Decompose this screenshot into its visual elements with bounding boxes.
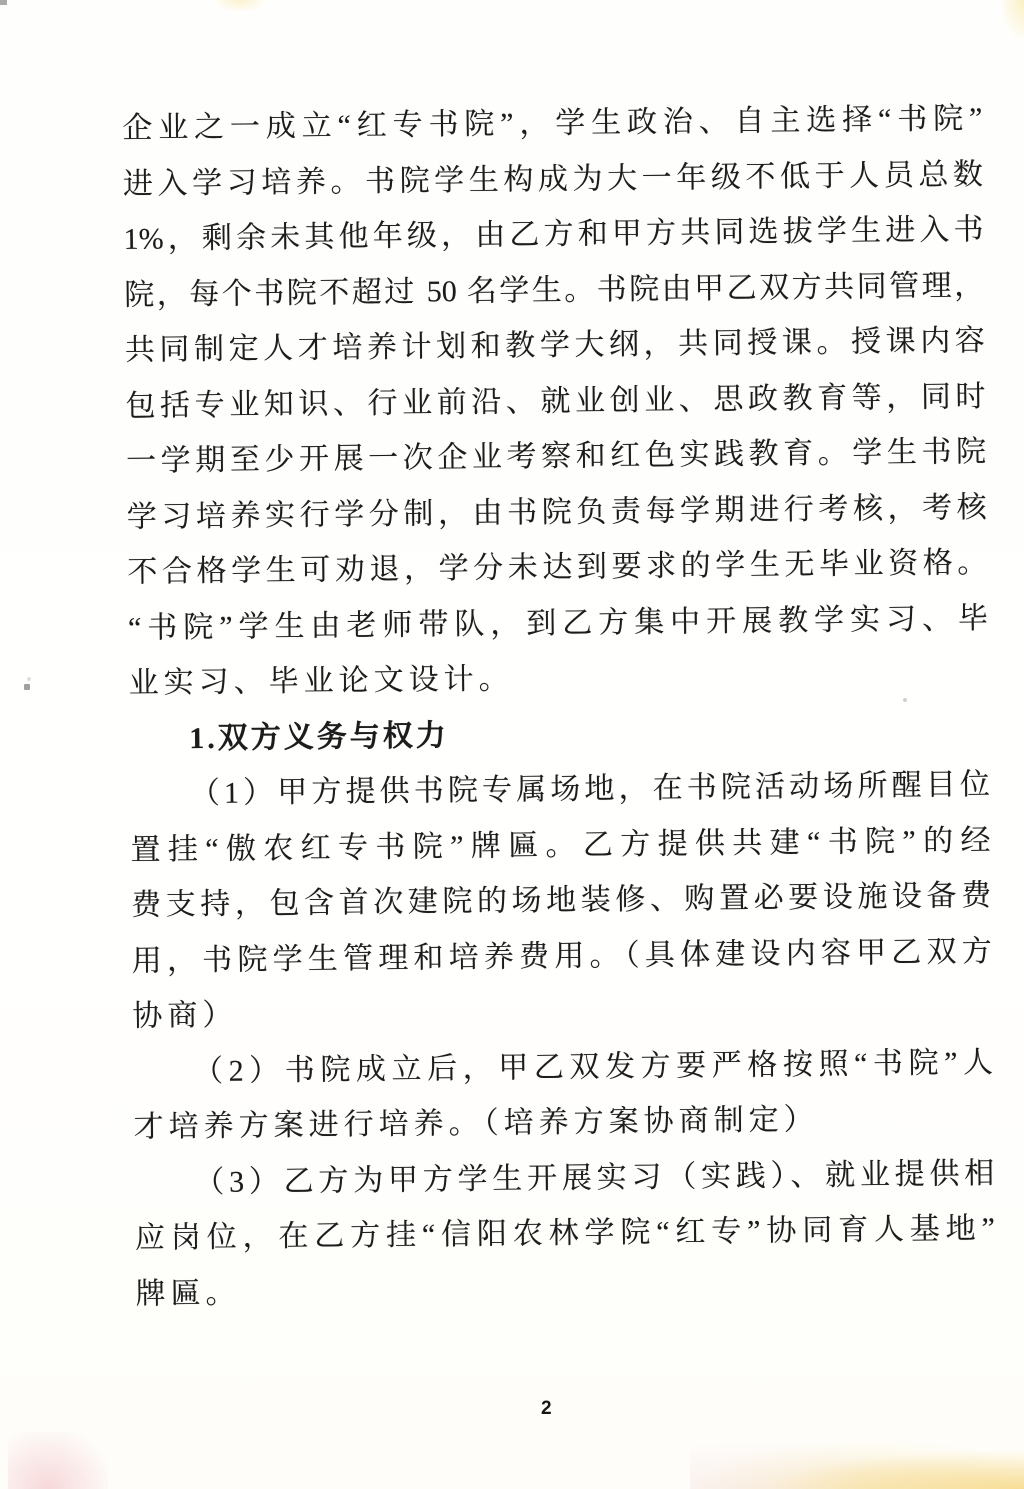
text-line: 置挂“傲农红专书院”牌匾。乙方提供共建“书院”的经 xyxy=(130,823,991,867)
scan-smudge xyxy=(8,1432,108,1489)
text-line: 院，每个书院不超过 50 名学生。书院由甲乙双方共同管理， xyxy=(124,268,985,312)
text-line: （2）书院成立后，甲乙双发方要严格按照“书院”人 xyxy=(192,1045,994,1088)
document-text xyxy=(122,91,996,1322)
text-line: 进入学习培养。书院学生构成为大一年级不低于人员总数 xyxy=(122,157,984,201)
scan-speck xyxy=(0,0,7,5)
page-number: 2 xyxy=(541,1398,552,1419)
scan-speck xyxy=(24,684,30,690)
scan-smudge xyxy=(1002,0,1024,38)
scan-smudge xyxy=(690,1438,1024,1489)
text-line: （3）乙方为甲方学生开展实习（实践）、就业提供相 xyxy=(194,1156,995,1199)
text-line: 业实习、毕业论文设计。 xyxy=(128,662,514,700)
text-line: “书院”学生由老师带队，到乙方集中开展教学实习、毕 xyxy=(127,601,989,645)
text-line: （1）甲方提供书院专属场地，在书院活动场所醒目位 xyxy=(189,768,991,811)
text-line: 共同制定人才培养计划和教学大纲，共同授课。授课内容 xyxy=(124,324,985,367)
text-line: 协商） xyxy=(132,998,238,1033)
text-line: 包括专业知识、行业前沿、就业创业、思政教育等，同时 xyxy=(125,379,986,423)
text-line: 1%，剩余未其他年级，由乙方和甲方共同选拔学生进入书 xyxy=(123,213,984,256)
text-line: 才培养方案进行培养。（培养方案协商制定） xyxy=(133,1103,819,1144)
text-line: 用，书院学生管理和培养费用。（具体建设内容甲乙双方 xyxy=(131,934,992,978)
scan-speck xyxy=(27,677,31,681)
text-line: 费支持，包含首次建院的场地装修、购置必要设施设备费 xyxy=(130,879,992,922)
text-line: 一学期至少开展一次企业考察和红色实践教育。学生书院 xyxy=(125,435,987,478)
text-line: 企业之一成立“红专书院”，学生政治、自主选择“书院” xyxy=(122,102,983,145)
text-line: 学习培养实行学分制，由书院负责每学期进行考核，考核 xyxy=(126,490,987,534)
section-heading: 1.双方义务与权力 xyxy=(189,718,449,755)
text-line: 牌匾。 xyxy=(135,1276,241,1311)
text-line: 应岗位，在乙方挂“信阳农林学院“红专”协同育人基地” xyxy=(134,1212,996,1255)
scan-smudge xyxy=(215,0,265,12)
text-line: 不合格学生可劝退，学分未达到要求的学生无毕业资格。 xyxy=(127,546,988,589)
